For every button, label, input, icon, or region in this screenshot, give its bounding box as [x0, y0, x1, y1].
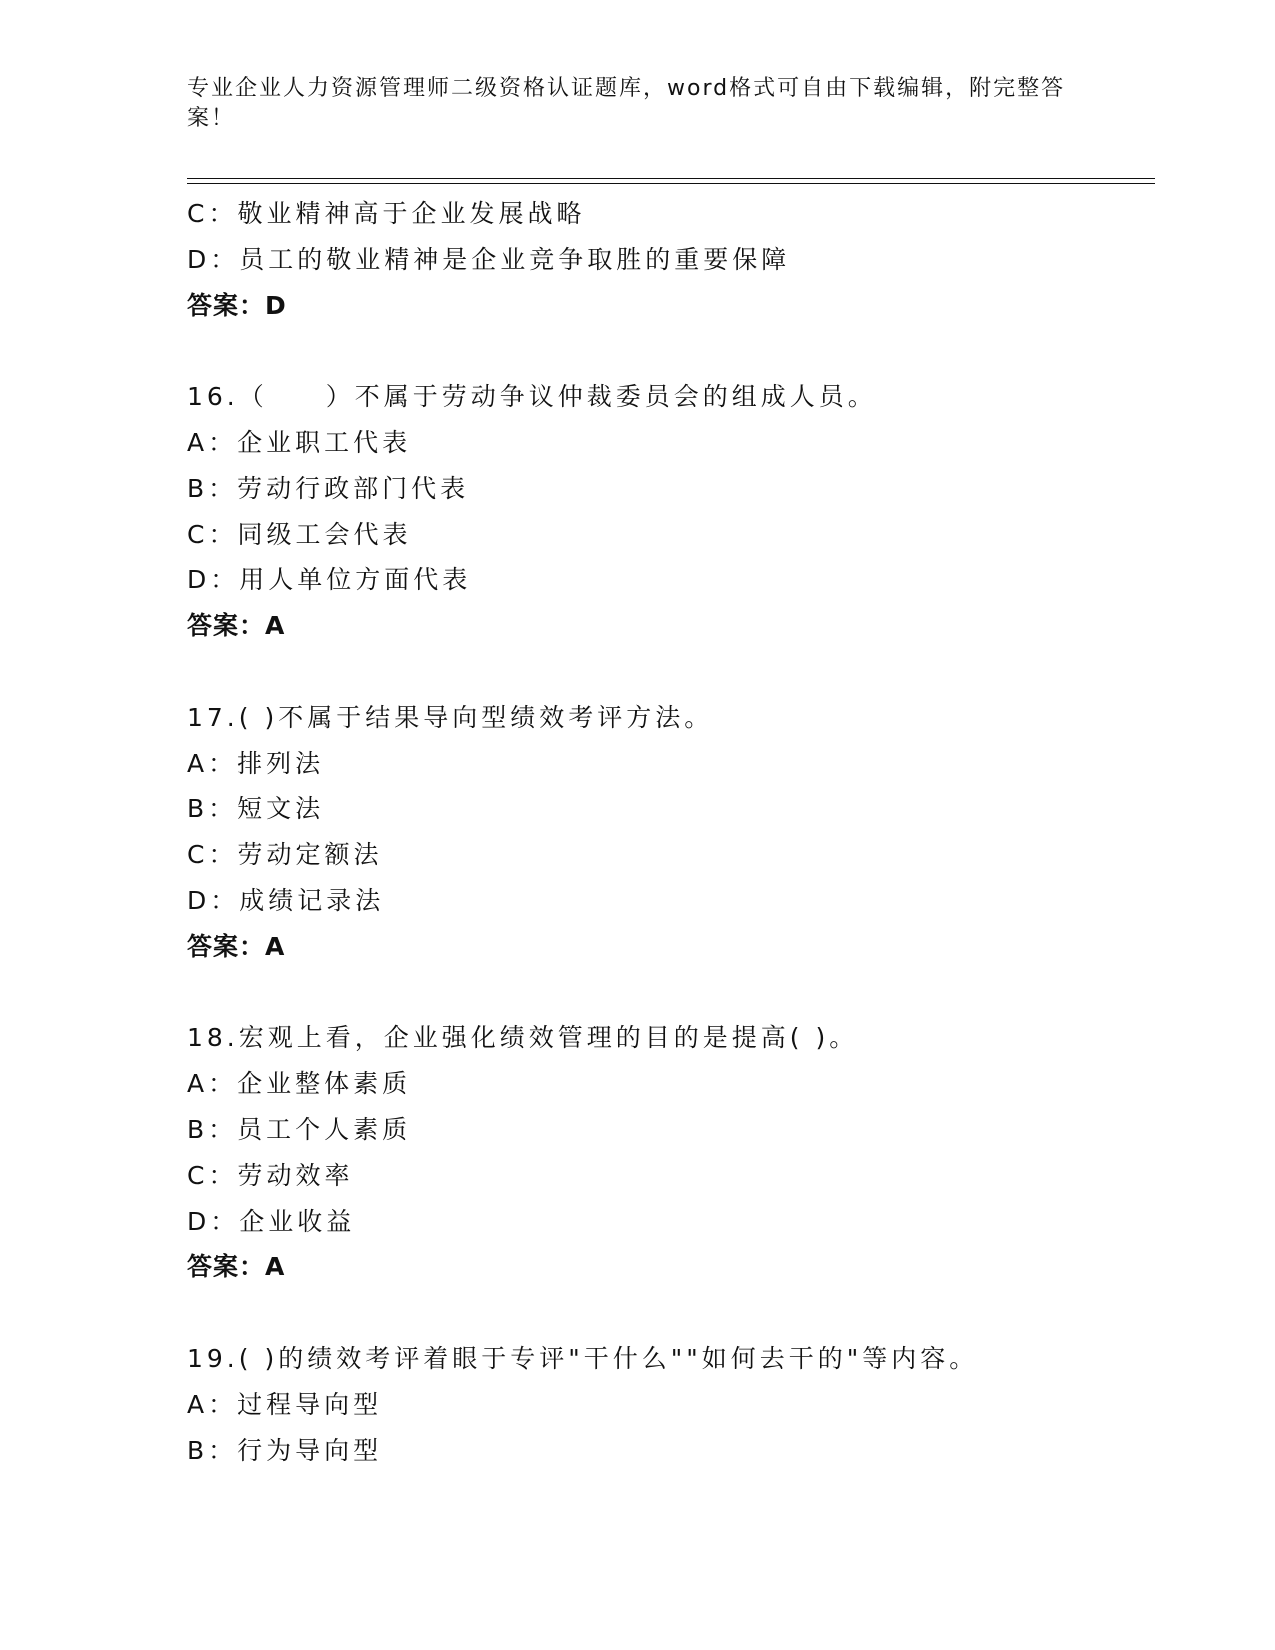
question-block	[187, 695, 1155, 970]
answer-option: B：行为导向型	[187, 1435, 383, 1465]
answer-option: D：企业收益	[187, 1206, 356, 1236]
answer-option: C：同级工会代表	[187, 519, 412, 549]
answer-key: 答案：A	[187, 931, 286, 961]
answer-option: B：员工个人素质	[187, 1114, 412, 1144]
block-spacer	[187, 1290, 1155, 1336]
answer-option: C：劳动效率	[187, 1160, 354, 1190]
answer-option: A：企业整体素质	[187, 1069, 412, 1099]
answer-option: A：企业职工代表	[187, 427, 412, 457]
question-block	[187, 374, 1155, 649]
answer-option: D：用人单位方面代表	[187, 565, 472, 595]
answer-option: A：排列法	[187, 748, 325, 778]
block-spacer	[187, 328, 1155, 374]
answer-option: C：劳动定额法	[187, 840, 383, 870]
block-spacer	[187, 970, 1155, 1016]
header-rule-bottom	[187, 183, 1155, 184]
question-stem: 18.宏观上看，企业强化绩效管理的目的是提高( )。	[187, 1023, 859, 1053]
question-stem: 19.( )的绩效考评着眼于专评"干什么""如何去干的"等内容。	[187, 1343, 979, 1373]
answer-key: 答案：A	[187, 611, 286, 641]
answer-option: A：过程导向型	[187, 1389, 383, 1419]
question-stem: 16.（ ）不属于劳动争议仲裁委员会的组成人员。	[187, 382, 877, 412]
answer-key: 答案：D	[187, 290, 287, 320]
question-block	[187, 1336, 1155, 1473]
question-stem: 17.( )不属于结果导向型绩效考评方法。	[187, 702, 714, 732]
answer-key: 答案：A	[187, 1252, 286, 1282]
question-list	[187, 191, 1155, 1473]
answer-option: D：成绩记录法	[187, 885, 385, 915]
answer-option: B：短文法	[187, 794, 325, 824]
document-header: 专业企业人力资源管理师二级资格认证题库，word格式可自由下载编辑，附完整答案！	[187, 76, 1066, 131]
answer-option: D：员工的敬业精神是企业竞争取胜的重要保障	[187, 244, 791, 274]
question-block	[187, 191, 1155, 328]
question-block	[187, 1015, 1155, 1290]
answer-option: B：劳动行政部门代表	[187, 473, 470, 503]
header-rule-top	[187, 178, 1155, 179]
answer-option: C：敬业精神高于企业发展战略	[187, 199, 586, 228]
block-spacer	[187, 649, 1155, 695]
